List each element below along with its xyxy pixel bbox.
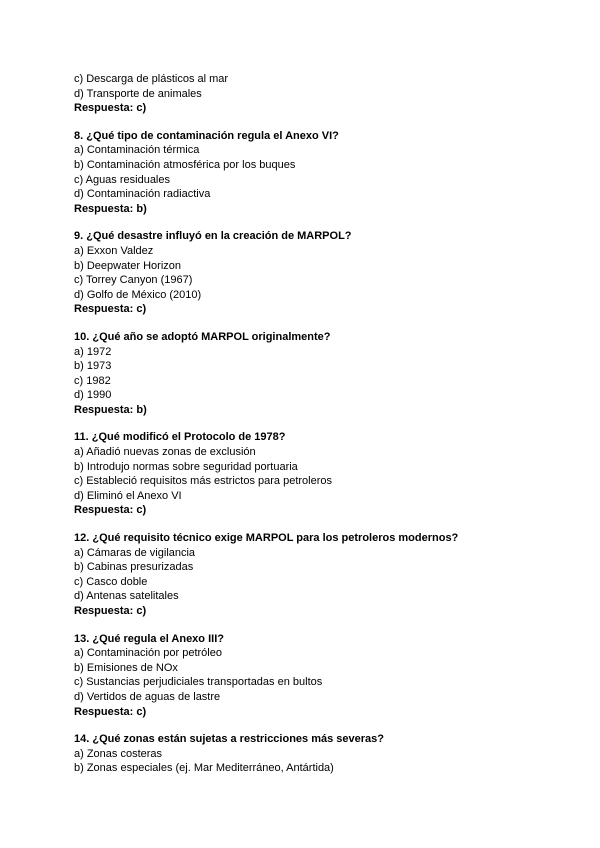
option: b) Contaminación atmosférica por los buques [74,158,296,171]
question-block [74,229,574,317]
option: b) Deepwater Horizon [74,259,181,272]
question-title: 13. ¿Qué regula el Anexo III? [74,632,224,645]
option: c) Descarga de plásticos al mar [74,73,229,85]
question-title: 11. ¿Qué modificó el Protocolo de 1978? [74,431,286,444]
question-block [74,531,574,619]
option: c) Sustancias perjudiciales transportadas en bultos [74,676,323,689]
option: c) Estableció requisitos más estrictos para petroleros [74,475,332,488]
question-block [74,129,574,217]
option: d) Transporte de animales [74,87,202,100]
option: b) 1973 [74,360,112,373]
question-title: 10. ¿Qué año se adoptó MARPOL originalmente? [74,330,331,343]
option: a) Contaminación por petróleo [74,647,222,660]
option: a) Contaminación térmica [74,144,200,157]
option: a) Exxon Valdez [74,244,154,257]
answer: Respuesta: c) [74,605,147,617]
option: a) Añadió nuevas zonas de exclusión [74,446,256,459]
option: b) Zonas especiales (ej. Mar Mediterráneo, Antártida) [74,762,334,775]
question-title: 9. ¿Qué desastre influyó en la creación de MARPOL? [74,230,352,243]
option: b) Introdujo normas sobre seguridad portuaria [74,460,298,473]
option: c) 1982 [74,374,111,387]
option: a) 1972 [74,345,112,358]
question-block [74,732,574,776]
answer: Respuesta: c) [74,504,147,517]
question-block [74,330,574,418]
option: c) Torrey Canyon (1967) [74,274,193,287]
option: a) Cámaras de vigilancia [74,546,196,559]
question-title: 8. ¿Qué tipo de contaminación regula el Anexo VI? [74,129,339,142]
question-block [74,632,574,720]
option: c) Aguas residuales [74,173,170,186]
option: d) Contaminación radiactiva [74,188,211,201]
option: c) Casco doble [74,575,148,588]
question-title: 12. ¿Qué requisito técnico exige MARPOL para los petroleros modernos? [74,532,459,545]
question-title: 14. ¿Qué zonas están sujetas a restricciones más severas? [74,733,384,746]
answer: Respuesta: c) [74,705,147,718]
option: a) Zonas costeras [74,747,163,760]
option: b) Cabinas presurizadas [74,561,194,574]
answer: Respuesta: b) [74,202,147,215]
quiz-content [74,72,574,789]
answer: Respuesta: c) [74,303,147,316]
option: d) Antenas satelitales [74,590,179,603]
option: d) Vertidos de aguas de lastre [74,690,221,703]
option: d) 1990 [74,389,112,402]
answer: Respuesta: c) [74,102,147,115]
option: d) Golfo de México (2010) [74,288,202,301]
continued-question [74,72,574,116]
option: d) Eliminó el Anexo VI [74,489,182,502]
question-block [74,430,574,518]
answer: Respuesta: b) [74,403,147,416]
option: b) Emisiones de NOx [74,661,178,674]
